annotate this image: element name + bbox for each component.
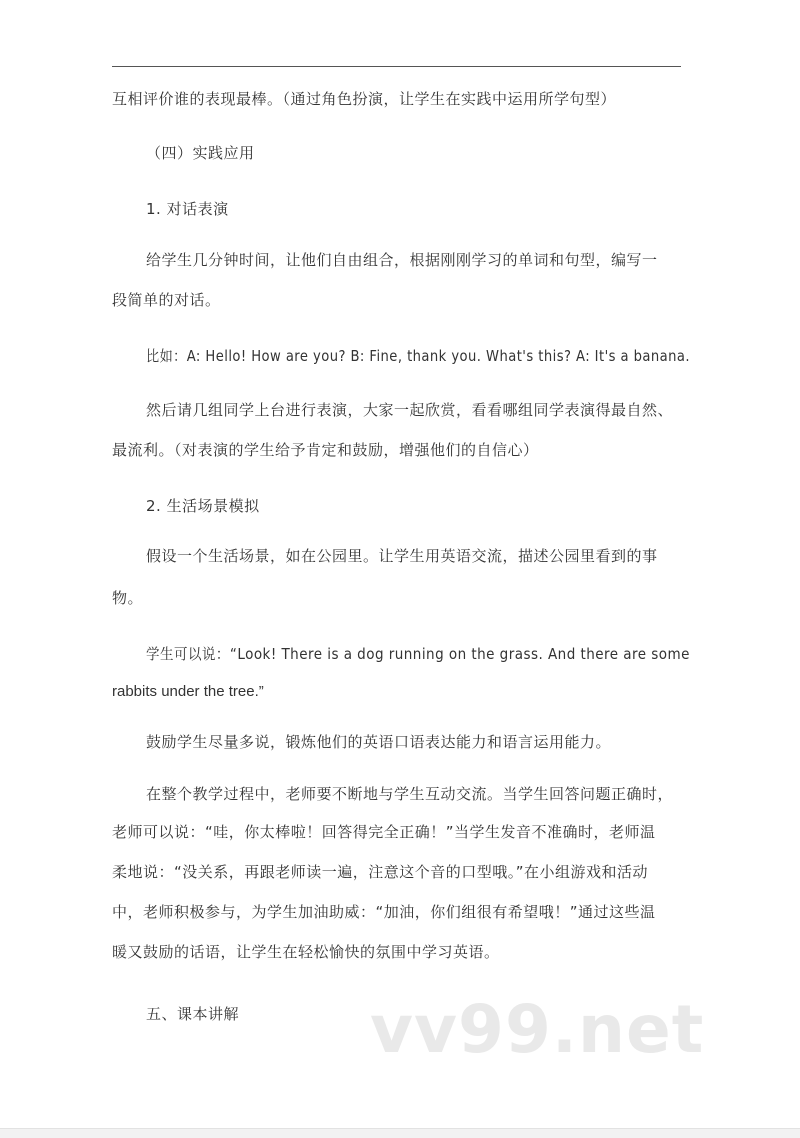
paragraph-line: 物。	[112, 589, 144, 607]
watermark: vv99.net	[370, 991, 705, 1068]
paragraph-line: 段简单的对话。	[112, 291, 221, 309]
paragraph-line: 中，老师积极参与，为学生加油助威：“加油，你们组很有希望哦！”通过这些温	[112, 903, 656, 921]
example-sentence: rabbits under the tree.”	[112, 683, 264, 700]
paragraph-line: 假设一个生活场景，如在公园里。让学生用英语交流，描述公园里看到的事	[146, 547, 658, 565]
section-heading: （四）实践应用	[146, 144, 255, 162]
paragraph-line: 暖又鼓励的话语，让学生在轻松愉快的氛围中学习英语。	[112, 943, 500, 961]
header-rule	[112, 66, 681, 67]
paragraph-line: 老师可以说：“哇，你太棒啦！回答得完全正确！”当学生发音不准确时，老师温	[112, 823, 656, 841]
example-dialogue: 比如：A: Hello! How are you? B: Fine, thank you. What's this? A: It's a banana.	[146, 347, 691, 365]
paragraph-line: 最流利。（对表演的学生给予肯定和鼓励，增强他们的自信心）	[112, 441, 539, 459]
paragraph-line: 给学生几分钟时间，让他们自由组合，根据刚刚学习的单词和句型，编写一	[146, 251, 658, 269]
paragraph-line: 鼓励学生尽量多说，锻炼他们的英语口语表达能力和语言运用能力。	[146, 733, 612, 751]
paragraph-line: 然后请几组同学上台进行表演，大家一起欣赏，看看哪组同学表演得最自然、	[146, 401, 674, 419]
section-heading: 五、课本讲解	[146, 1005, 240, 1023]
paragraph-line: 互相评价谁的表现最棒。（通过角色扮演，让学生在实践中运用所学句型）	[112, 90, 617, 108]
paragraph-line: 柔地说：“没关系，再跟老师读一遍，注意这个音的口型哦。”在小组游戏和活动	[112, 863, 649, 881]
example-sentence: 学生可以说：“Look! There is a dog running on the grass. And there are some	[146, 645, 690, 663]
subsection-heading: 1. 对话表演	[146, 200, 229, 218]
subsection-heading: 2. 生活场景模拟	[146, 497, 260, 515]
paragraph-line: 在整个教学过程中，老师要不断地与学生互动交流。当学生回答问题正确时，	[146, 785, 674, 803]
